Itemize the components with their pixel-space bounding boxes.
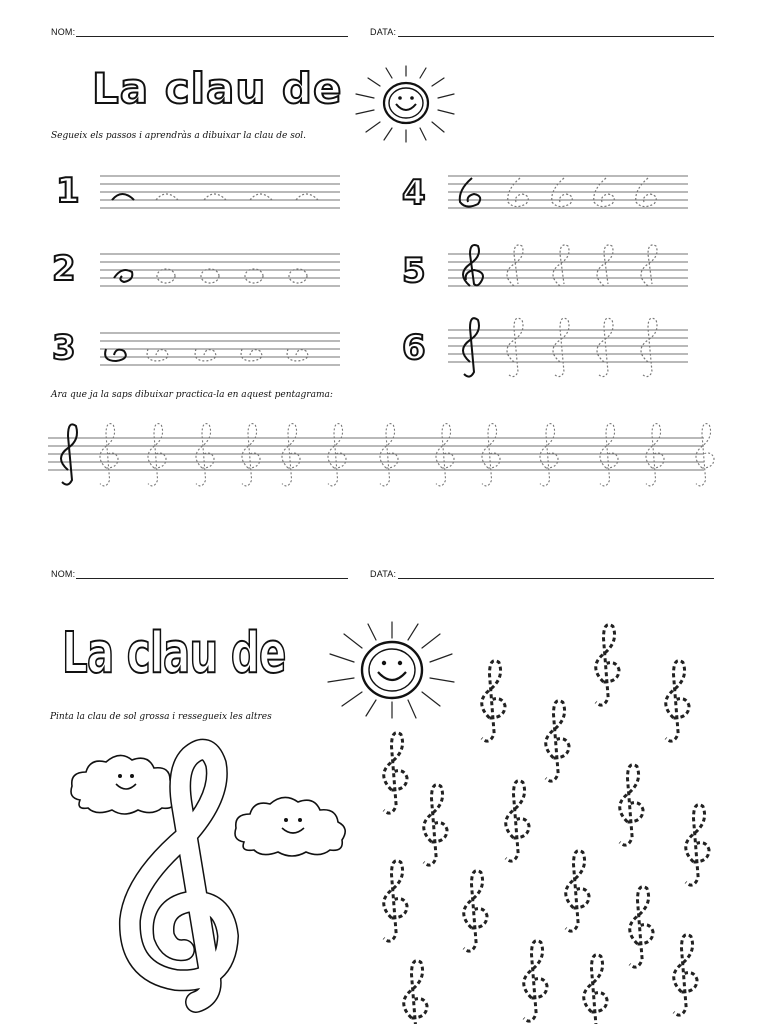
dashed-clef xyxy=(464,871,487,951)
dashed-clef xyxy=(630,887,653,967)
dashed-clef xyxy=(546,701,569,781)
treble-clef-icon xyxy=(104,740,244,1020)
data-label: DATA: xyxy=(370,569,397,579)
dashed-clef xyxy=(482,661,505,741)
dashed-clef xyxy=(436,424,454,486)
dashed-clef xyxy=(584,955,607,1024)
step-number: 6 xyxy=(402,328,426,368)
data-field[interactable] xyxy=(398,36,714,37)
step-5-staff xyxy=(448,238,693,298)
dashed-clef xyxy=(646,424,664,486)
data-label: DATA: xyxy=(370,27,397,37)
step-6-staff xyxy=(448,310,693,382)
nom-field[interactable] xyxy=(76,578,348,579)
dashed-clef xyxy=(540,424,558,486)
dashed-clef xyxy=(384,733,407,813)
dashed-clef xyxy=(666,661,689,741)
nom-label: NOM: xyxy=(51,569,76,579)
dashed-clef xyxy=(384,861,407,941)
dashed-clef xyxy=(100,424,118,486)
dashed-clef xyxy=(674,935,697,1015)
nom-label: NOM: xyxy=(51,27,76,37)
dashed-clef xyxy=(282,424,300,486)
sun-icon xyxy=(350,64,462,144)
data-field[interactable] xyxy=(398,578,714,579)
dashed-clef xyxy=(380,424,398,486)
nom-field[interactable] xyxy=(76,36,348,37)
instruction-text: Pinta la clau de sol grossa i ressegueix les altres xyxy=(50,712,272,722)
dashed-clef xyxy=(328,424,346,486)
step-number: 3 xyxy=(52,328,76,368)
dashed-clef xyxy=(524,941,547,1021)
step-number: 1 xyxy=(56,171,80,211)
step-2-staff xyxy=(100,248,345,298)
dashed-clef xyxy=(196,424,214,486)
dashed-clef xyxy=(696,424,714,486)
step-number: 2 xyxy=(52,249,76,289)
instruction-text: Segueix els passos i aprendràs a dibuixar la clau de sol. xyxy=(51,131,307,141)
step-4-staff xyxy=(448,170,693,220)
dashed-clef xyxy=(686,805,709,885)
practice-instruction: Ara que ja la saps dibuixar practica-la en aquest pentagrama: xyxy=(51,390,333,400)
dashed-clef xyxy=(596,625,619,705)
dashed-clef xyxy=(566,851,589,931)
step-number: 5 xyxy=(402,251,426,291)
dashed-clef xyxy=(620,765,643,845)
dashed-clef xyxy=(242,424,260,486)
step-3-staff xyxy=(100,327,345,377)
step-1-staff xyxy=(100,170,345,220)
step-number: 4 xyxy=(402,173,426,213)
dashed-clef xyxy=(148,424,166,486)
dashed-clef xyxy=(404,961,427,1024)
dashed-clef-field xyxy=(360,610,760,1024)
dashed-clef xyxy=(506,781,529,861)
dashed-clef xyxy=(424,785,447,865)
practice-staff xyxy=(48,416,708,492)
cloud-icon xyxy=(230,790,354,862)
dashed-clef xyxy=(600,424,618,486)
page-title: La clau de xyxy=(62,621,286,686)
dashed-clef xyxy=(482,424,500,486)
page-title: La clau de xyxy=(92,64,343,113)
